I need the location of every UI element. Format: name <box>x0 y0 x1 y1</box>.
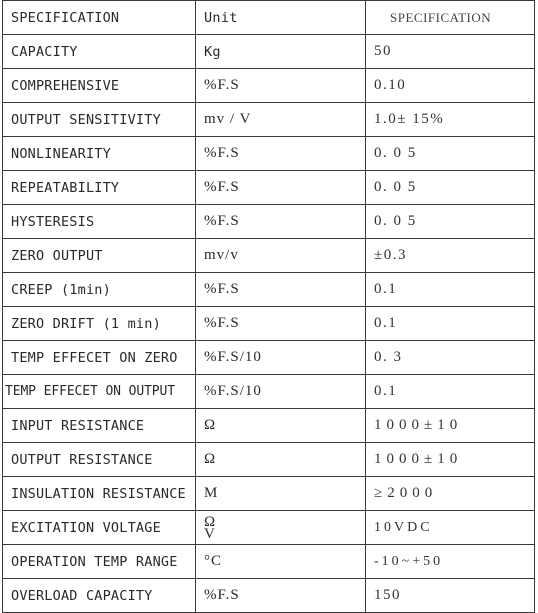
table-row <box>3 477 535 511</box>
table-row <box>3 205 535 239</box>
param-unit: °C <box>196 545 366 579</box>
param-value: -10~+50 <box>366 545 535 579</box>
param-value: 0.10 <box>366 69 535 103</box>
param-value: 0.1 <box>366 375 535 409</box>
table-row <box>3 239 535 273</box>
param-unit: mv / V <box>196 103 366 137</box>
table-row <box>3 171 535 205</box>
param-unit: %F.S <box>196 137 366 171</box>
param-value: 1000±10 <box>366 443 535 477</box>
param-unit: %F.S <box>196 69 366 103</box>
table-row <box>3 579 535 613</box>
param-name: CREEP (1min) <box>3 273 196 307</box>
param-value: 0. 0 5 <box>366 137 535 171</box>
param-name: REPEATABILITY <box>3 171 196 205</box>
param-name: INSULATION RESISTANCE <box>3 477 196 511</box>
table-row <box>3 545 535 579</box>
table-row <box>3 443 535 477</box>
param-value: 150 <box>366 579 535 613</box>
param-unit: %F.S/10 <box>196 341 366 375</box>
param-unit-stacked <box>196 511 366 545</box>
header-unit: Unit <box>196 1 366 35</box>
param-value: 0. 0 5 <box>366 205 535 239</box>
param-value: 10VDC <box>366 511 535 545</box>
param-unit: %F.S <box>196 307 366 341</box>
param-unit: %F.S <box>196 273 366 307</box>
param-unit: %F.S/10 <box>196 375 366 409</box>
param-name: ZERO DRIFT (1 min) <box>3 307 196 341</box>
param-unit: %F.S <box>196 205 366 239</box>
param-value: ±0.3 <box>366 239 535 273</box>
param-unit: Ω <box>196 443 366 477</box>
param-unit: Kg <box>196 35 366 69</box>
param-value: 0. 0 5 <box>366 171 535 205</box>
param-value: 0. 3 <box>366 341 535 375</box>
table-row <box>3 511 535 545</box>
table-row <box>3 137 535 171</box>
header-specification-value: SPECIFICATION <box>366 1 535 35</box>
param-unit-stacked-text: Ω V <box>204 513 217 542</box>
param-name: COMPREHENSIVE <box>3 69 196 103</box>
table-row <box>3 375 535 409</box>
param-name: OUTPUT SENSITIVITY <box>3 103 196 137</box>
param-name: OPERATION TEMP RANGE <box>3 545 196 579</box>
table-row <box>3 307 535 341</box>
param-name: TEMP EFFECET ON ZERO <box>3 341 196 375</box>
param-name: TEMP EFFECET ON OUTPUT <box>3 375 196 409</box>
table-header-row <box>3 1 535 35</box>
table-row <box>3 69 535 103</box>
header-specification: SPECIFICATION <box>3 1 196 35</box>
param-name: INPUT RESISTANCE <box>3 409 196 443</box>
param-name: HYSTERESIS <box>3 205 196 239</box>
param-unit: %F.S <box>196 171 366 205</box>
table-row <box>3 341 535 375</box>
param-name: EXCITATION VOLTAGE <box>3 511 196 545</box>
param-name: ZERO OUTPUT <box>3 239 196 273</box>
param-name: OUTPUT RESISTANCE <box>3 443 196 477</box>
table-row <box>3 35 535 69</box>
param-value: ≥2000 <box>366 477 535 511</box>
specification-table <box>2 0 535 613</box>
param-unit: Ω <box>196 409 366 443</box>
param-value: 0.1 <box>366 307 535 341</box>
param-unit: %F.S <box>196 579 366 613</box>
param-value: 0.1 <box>366 273 535 307</box>
table-row <box>3 409 535 443</box>
table-row <box>3 103 535 137</box>
param-unit: mv/v <box>196 239 366 273</box>
param-name: NONLINEARITY <box>3 137 196 171</box>
param-value: 50 <box>366 35 535 69</box>
param-name: CAPACITY <box>3 35 196 69</box>
param-unit: M <box>196 477 366 511</box>
param-value: 1.0± 15% <box>366 103 535 137</box>
table-row <box>3 273 535 307</box>
param-name: OVERLOAD CAPACITY <box>3 579 196 613</box>
param-value: 1000±10 <box>366 409 535 443</box>
